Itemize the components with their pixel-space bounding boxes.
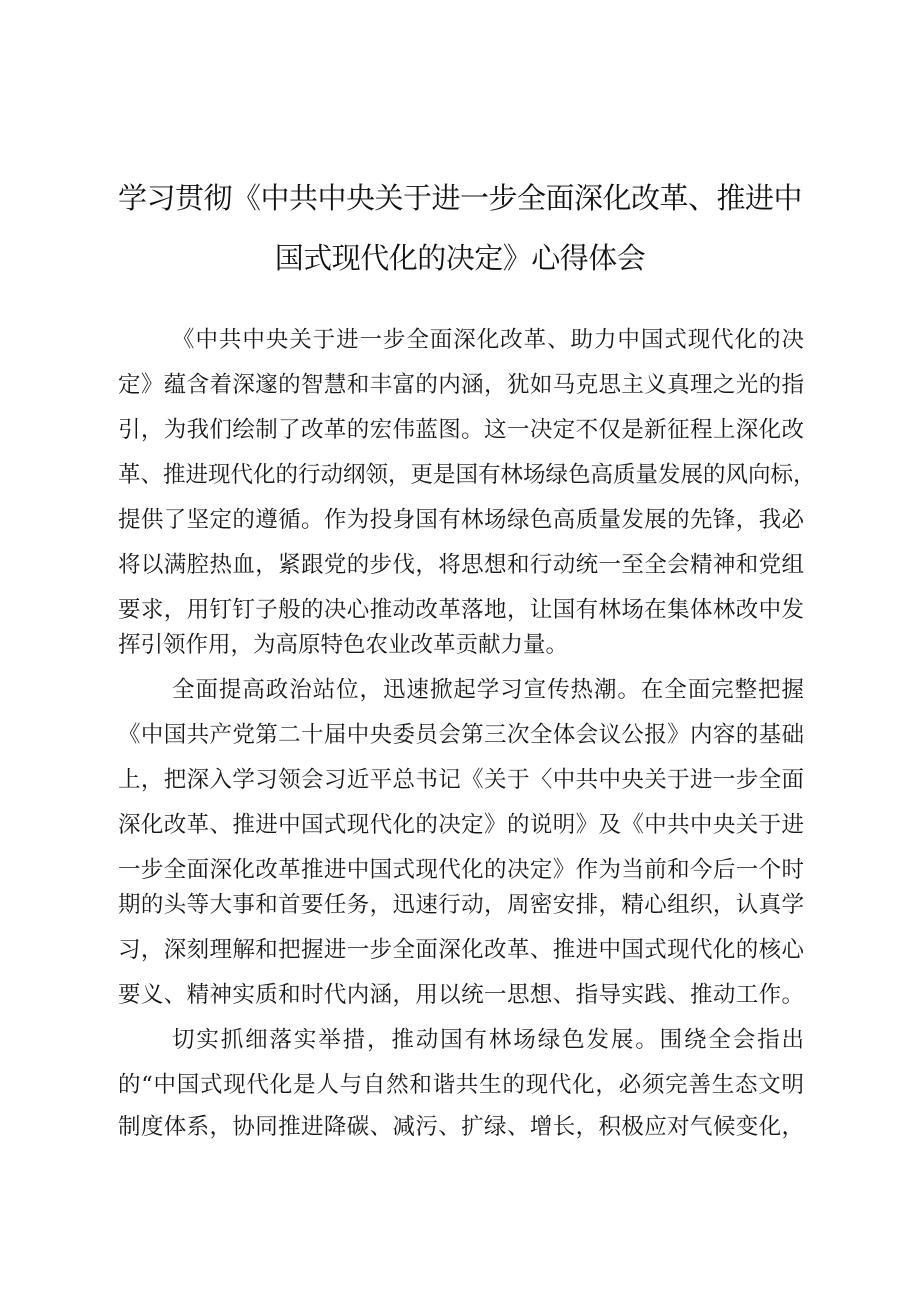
paragraph-1-line-2: 定》蕴含着深邃的智慧和丰富的内涵，犹如马克思主义真理之光的指 [118,372,804,398]
paragraph-2-line-1: 全面提高政治站位，迅速掀起学习宣传热潮。在全面完整把握 [172,677,804,703]
paragraph-2-line-6: 期的头等大事和首要任务，迅速行动，周密安排，精心组织，认真学 [118,892,804,918]
paragraph-1-line-5: 提供了坚定的遵循。作为投身国有林场绿色高质量发展的先锋，我必 [118,507,804,533]
paragraph-2-line-7: 习，深刻理解和把握进一步全面深化改革、推进中国式现代化的核心 [118,937,804,963]
paragraph-3-line-1: 切实抓细落实举措，推动国有林场绿色发展。围绕全会指出 [172,1027,804,1053]
paragraph-1-line-8: 挥引领作用，为高原特色农业改革贡献力量。 [118,632,569,658]
paragraph-2-line-2: 《中国共产党第二十届中央委员会第三次全体会议公报》内容的基础 [118,722,804,748]
paragraph-2-line-3: 上，把深入学习领会习近平总书记《关于〈中共中央关于进一步全面 [118,767,804,793]
paragraph-3-line-3: 制度体系，协同推进降碳、减污、扩绿、增长，积极应对气候变化， [118,1114,804,1140]
paragraph-2-line-5: 一步全面深化改革推进中国式现代化的决定》作为当前和今后一个时 [118,857,804,883]
paragraph-3-line-2: 的“中国式现代化是人与自然和谐共生的现代化，必须完善生态文明 [118,1072,804,1098]
paragraph-2-line-4: 深化改革、推进中国式现代化的决定》的说明》及《中共中央关于进 [118,812,804,838]
paragraph-1-line-3: 引，为我们绘制了改革的宏伟蓝图。这一决定不仅是新征程上深化改 [118,417,804,443]
paragraph-1-line-4: 革、推进现代化的行动纲领，更是国有林场绿色高质量发展的风向标， [118,462,816,488]
paragraph-1-line-6: 将以满腔热血，紧跟党的步伐，将思想和行动统一至全会精神和党组 [118,552,804,578]
paragraph-1-line-7: 要求，用钉钉子般的决心推动改革落地，让国有林场在集体林改中发 [118,597,804,623]
document-title-line-2: 国式现代化的决定》心得体会 [274,241,646,275]
document-title-line-1: 学习贯彻《中共中央关于进一步全面深化改革、推进中 [117,181,802,215]
paragraph-1-line-1: 《中共中央关于进一步全面深化改革、助力中国式现代化的决 [172,327,804,353]
paragraph-2-line-8: 要义、精神实质和时代内涵，用以统一思想、指导实践、推动工作。 [118,982,804,1008]
